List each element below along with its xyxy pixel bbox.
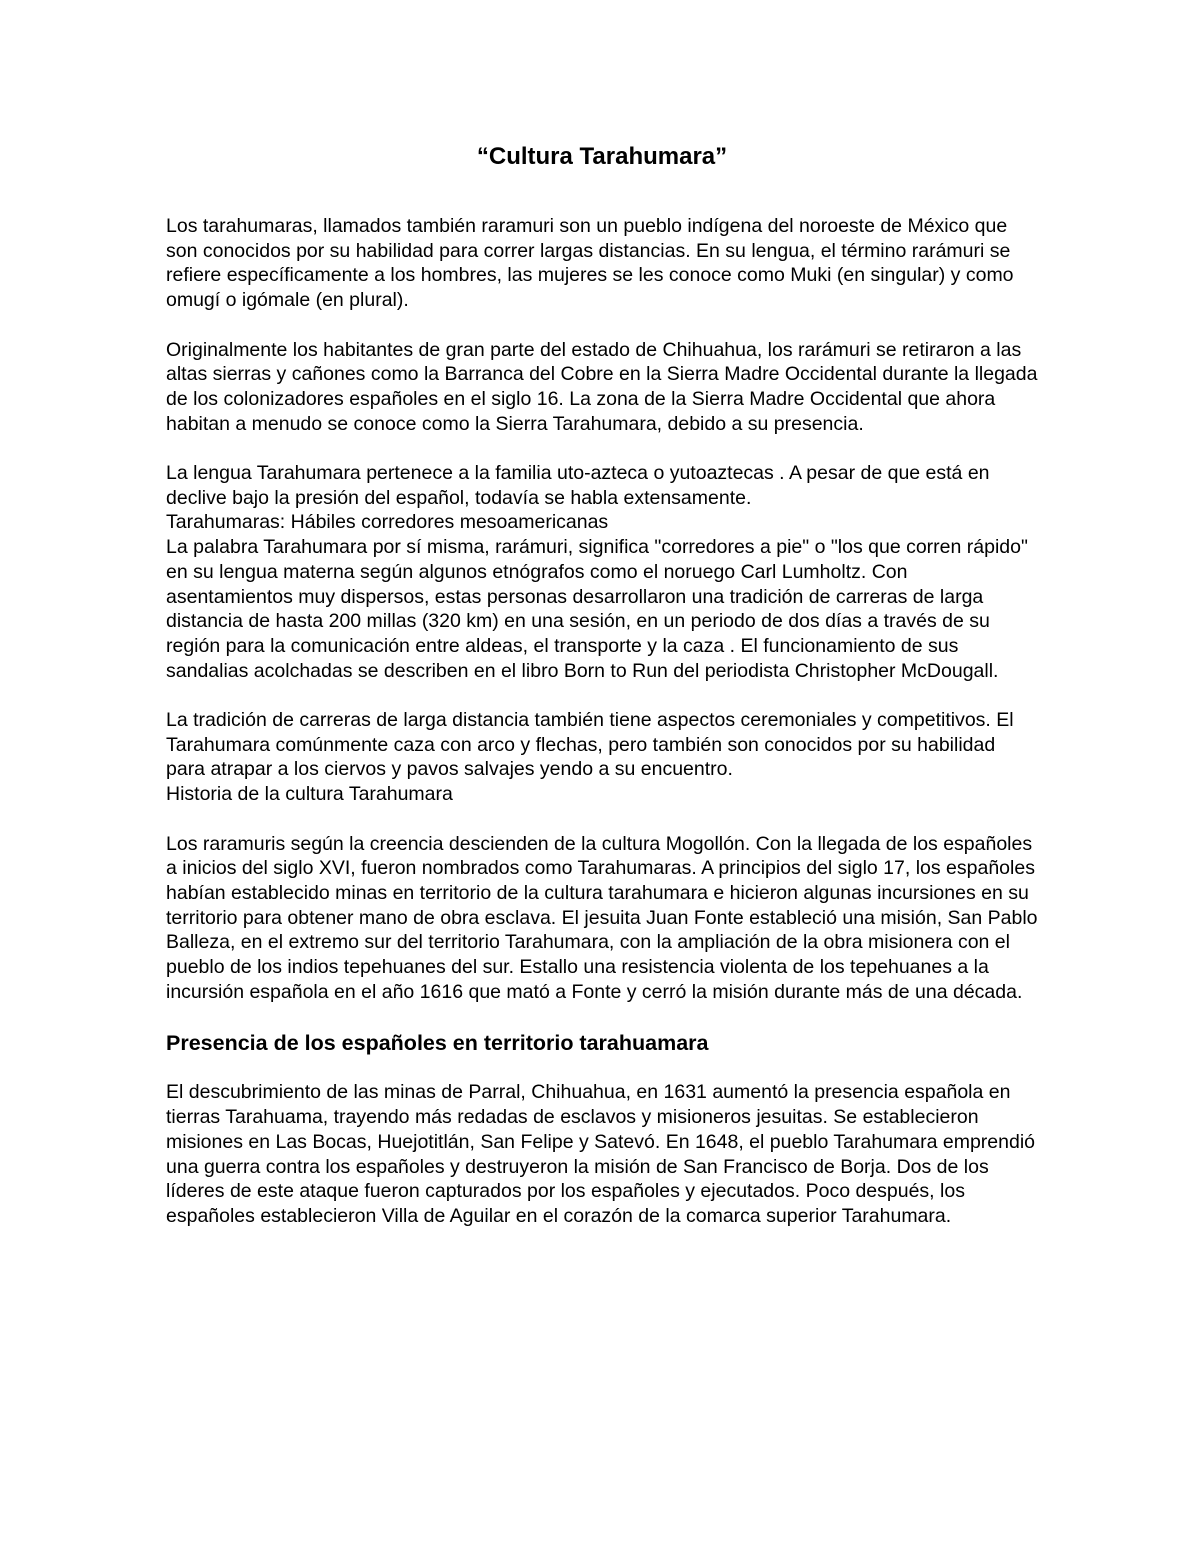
- subheading-runners: Tarahumaras: Hábiles corredores mesoamericanas: [166, 511, 609, 534]
- paragraph-history: Los raramuris según la creencia descienden de la cultura Mogollón. Con la llegada de los españoles a inicios del siglo XVI, fueron nombrados como Tarahumaras. A principios del siglo 17, los españoles habían establecido minas en territorio de la cultura tarahumara e hicieron algunas incursiones en su territorio para obtener mano de obra esclava. El jesuita Juan Fonte estableció una misión, San Pablo Balleza, en el extremo sur del territorio Tarahumara, con la ampliación de la obra misionera con el pueblo de los indios tepehuanes del sur. Estallo una resistencia violenta de los tepehuanes a la incursión española en el año 1616 que mató a Fonte y cerró la misión durante más de una década.: [166, 832, 1038, 1003]
- document-title: “Cultura Tarahumara”: [476, 143, 728, 170]
- document-body: [166, 140, 1038, 1229]
- section-heading: Presencia de los españoles en territorio tarahuamara: [166, 1031, 709, 1056]
- paragraph-intro: Los tarahumaras, llamados también raramuri son un pueblo indígena del noroeste de México que son conocidos por su habilidad para correr largas distancias. En su lengua, el término rarámuri se refiere específicamente a los hombres, las mujeres se les conoce como Muki (en singular) y como omugí o igómale (en plural).: [166, 215, 1014, 312]
- paragraph-language: La lengua Tarahumara pertenece a la familia uto-azteca o yutoaztecas . A pesar de que está en declive bajo la presión del español, todavía se habla extensamente.: [166, 462, 990, 509]
- paragraph-origin: Originalmente los habitantes de gran parte del estado de Chihuahua, los rarámuri se retiraron a las altas sierras y cañones como la Barranca del Cobre en la Sierra Madre Occidental durante la llegada de los colonizadores españoles en el siglo 16. La zona de la Sierra Madre Occidental que ahora habitan a menudo se conoce como la Sierra Tarahumara, debido a su presencia.: [166, 338, 1038, 435]
- paragraph-tradition: La tradición de carreras de larga distancia también tiene aspectos ceremoniales y competitivos. El Tarahumara comúnmente caza con arco y flechas, pero también son conocidos por su habilidad para atrapar a los ciervos y pavos salvajes yendo a su encuentro.: [166, 709, 1014, 781]
- paragraph-presence: El descubrimiento de las minas de Parral, Chihuahua, en 1631 aumentó la presencia española en tierras Tarahuama, trayendo más redadas de esclavos y misioneros jesuitas. Se establecieron misiones en Las Bocas, Huejotitlán, San Felipe y Satevó. En 1648, el pueblo Tarahumara emprendió una guerra contra los españoles y destruyeron la misión de San Francisco de Borja. Dos de los líderes de este ataque fueron capturados por los españoles y ejecutados. Poco después, los españoles establecieron Villa de Aguilar en el corazón de la comarca superior Tarahumara.: [166, 1081, 1035, 1227]
- paragraph-runners: La palabra Tarahumara por sí misma, rarámuri, significa "corredores a pie" o "los que corren rápido" en su lengua materna según algunos etnógrafos como el noruego Carl Lumholtz. Con asentamientos muy dispersos, estas personas desarrollaron una tradición de carreras de larga distancia de hasta 200 millas (320 km) en una sesión, en un periodo de dos días a través de su región para la comunicación entre aldeas, el transporte y la caza . El funcionamiento de sus sandalias acolchadas se describen en el libro Born to Run del periodista Christopher McDougall.: [166, 536, 1028, 682]
- subheading-history: Historia de la cultura Tarahumara: [166, 783, 453, 806]
